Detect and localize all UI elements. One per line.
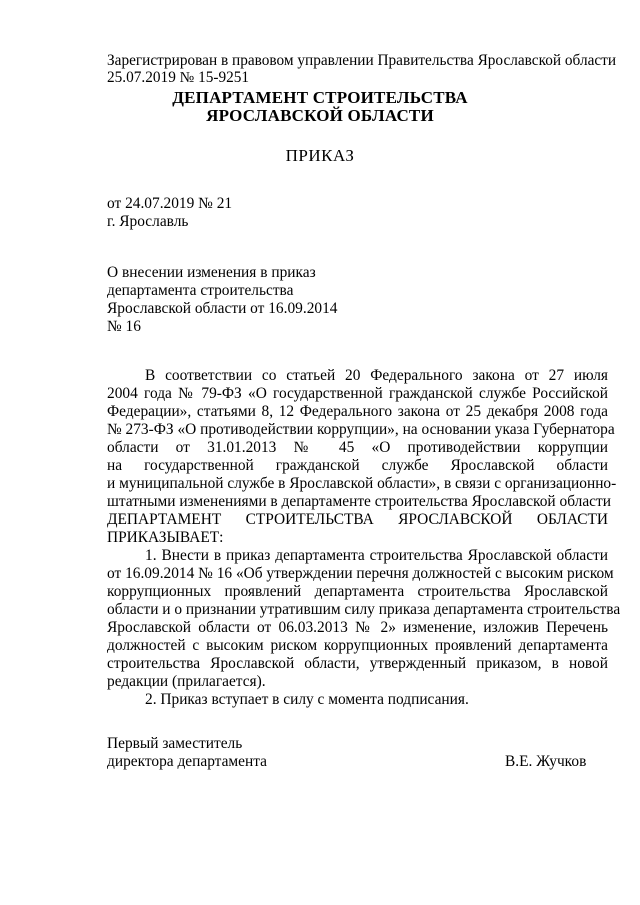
preamble-line-7: и муниципальной службе в Ярославской области», в связи с организационно- [107, 475, 617, 492]
item1-line-8: редакции (прилагается). [107, 673, 266, 690]
order-city: г. Ярославль [107, 213, 189, 230]
item1-line-3: коррупционных проявлений департамента строительства Ярославской [107, 583, 608, 600]
document-type-title: ПРИКАЗ [285, 146, 355, 165]
preamble-line-8: штатными изменениями в департаменте строительства Ярославской области [107, 493, 611, 510]
subject-line-3: Ярославской области от 16.09.2014 [107, 300, 338, 317]
orders-word: ПРИКАЗЫВАЕТ: [107, 529, 224, 546]
item1-line-1: 1. Внести в приказ департамента строительства Ярославской области [145, 547, 608, 564]
subject-line-4: № 16 [107, 318, 141, 335]
subject-line-2: департамента строительства [107, 282, 294, 299]
preamble-line-1: В соответствии со статьей 20 Федерального закона от 27 июля [145, 367, 608, 384]
preamble-line-3: Федерации», статьями 8, 12 Федерального закона от 25 декабря 2008 года [107, 403, 608, 420]
signature-position-line-1: Первый заместитель [107, 735, 243, 752]
item1-line-2: от 16.09.2014 № 16 «Об утверждении перечня должностей с высоким риском [107, 565, 614, 582]
preamble-line-5: области от 31.01.2013 № 45 «О противодействии коррупции [107, 439, 608, 456]
department-heading-line-2: ЯРОСЛАВСКОЙ ОБЛАСТИ [206, 106, 434, 125]
item1-line-5: Ярославской области от 06.03.2013 № 2» изменение, изложив Перечень [107, 619, 608, 636]
signature-position-line-2: директора департамента [107, 753, 267, 770]
item1-line-7: строительства Ярославской области, утвержденный приказом, в новой [107, 655, 608, 672]
registration-line-1: Зарегистрирован в правовом управлении Правительства Ярославской области [107, 52, 617, 69]
subject-line-1: О внесении изменения в приказ [107, 264, 316, 281]
department-heading-line-1: ДЕПАРТАМЕНТ СТРОИТЕЛЬСТВА [172, 88, 468, 107]
order-date-number: от 24.07.2019 № 21 [107, 195, 233, 212]
preamble-line-6: на государственной гражданской службе Ярославской области [107, 457, 608, 474]
item2-line: 2. Приказ вступает в силу с момента подписания. [145, 691, 469, 708]
preamble-line-2: 2004 года № 79-ФЗ «О государственной гражданской службе Российской [107, 385, 608, 402]
authority-line: ДЕПАРТАМЕНТ СТРОИТЕЛЬСТВА ЯРОСЛАВСКОЙ ОБЛАСТИ [107, 511, 608, 528]
item1-line-6: должностей с высоким риском коррупционных проявлений департамента [107, 637, 608, 654]
item1-line-4: области и о признании утратившим силу приказа департамента строительства [107, 601, 621, 618]
preamble-line-4: № 273-ФЗ «О противодействии коррупции», на основании указа Губернатора [107, 421, 615, 438]
signature-name: В.Е. Жучков [505, 753, 587, 770]
registration-line-2: 25.07.2019 № 15-9251 [107, 69, 250, 86]
